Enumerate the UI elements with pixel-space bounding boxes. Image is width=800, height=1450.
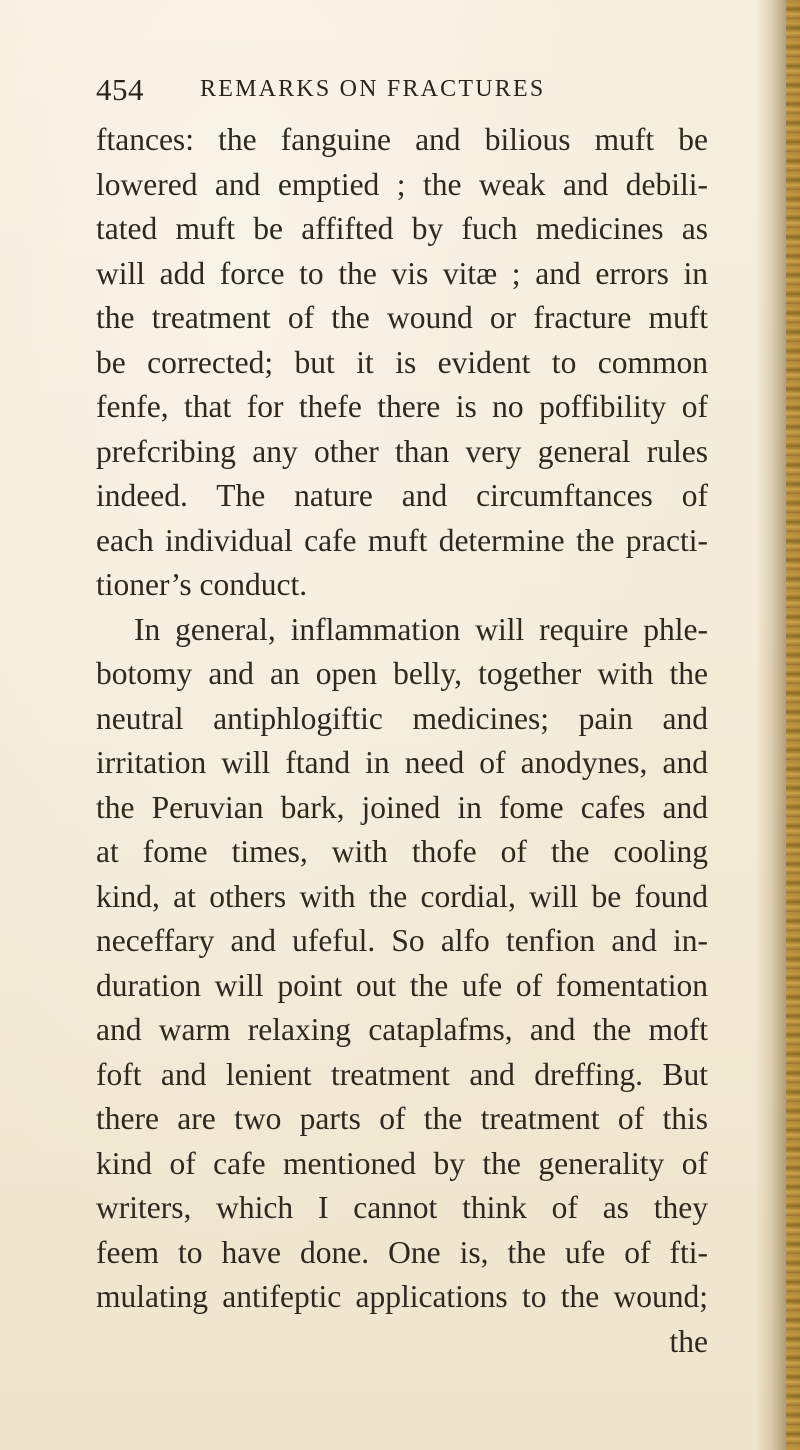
text-line: tated muft be affifted by fuch medicines as <box>96 211 708 246</box>
text-line: the Peruvian bark, joined in fome cafes and <box>96 789 708 825</box>
text-line: irritation will ftand in need of anodynes, and <box>96 745 708 780</box>
catchword: the <box>669 1323 708 1359</box>
text-line: the treatment of the wound or fracture muft <box>96 300 708 335</box>
running-head: REMARKS ON FRACTURES <box>200 76 546 102</box>
text-line: be corrected; but it is evident to common <box>96 344 708 380</box>
text-line: lowered and emptied ; the weak and debili- <box>96 166 708 202</box>
text-line: botomy and an open belly, together with the <box>96 656 708 691</box>
text-line: kind of cafe mentioned by the generality of <box>96 1145 708 1181</box>
text-line: will add force to the vis vitæ ; and errors in <box>96 255 708 291</box>
text-line: indeed. The nature and circumftances of <box>96 478 708 513</box>
text-line: fenfe, that for thefe there is no poffibility of <box>96 389 708 424</box>
body-text <box>96 118 708 1364</box>
text-line: at fome times, with thofe of the cooling <box>96 834 708 869</box>
text-line: writers, which I cannot think of as they <box>96 1190 708 1225</box>
text-line: mulating antifeptic applications to the wound; <box>96 1279 708 1314</box>
text-line-paragraph-start: In general, inflammation will require phle- <box>134 611 708 647</box>
text-line: duration will point out the ufe of fomentation <box>96 967 708 1003</box>
page-header <box>96 72 616 112</box>
text-line: neutral antiphlogiftic medicines; pain and <box>96 700 708 736</box>
text-line-paragraph-end: tioner’s conduct. <box>96 567 308 602</box>
text-line: foft and lenient treatment and dreffing. But <box>96 1056 708 1092</box>
text-line: and warm relaxing cataplafms, and the moft <box>96 1012 708 1047</box>
page-number: 454 <box>96 72 144 107</box>
text-line: feem to have done. One is, the ufe of fti- <box>96 1234 708 1270</box>
text-line: kind, at others with the cordial, will be found <box>96 878 708 914</box>
page-edge-binding <box>786 0 800 1450</box>
text-line: neceffary and ufeful. So alfo tenfion and in- <box>96 923 708 958</box>
text-line: each individual cafe muft determine the practi- <box>96 522 708 558</box>
text-line: ftances: the fanguine and bilious muft be <box>96 122 708 157</box>
text-line: there are two parts of the treatment of this <box>96 1101 708 1136</box>
text-line: prefcribing any other than very general rules <box>96 433 708 469</box>
